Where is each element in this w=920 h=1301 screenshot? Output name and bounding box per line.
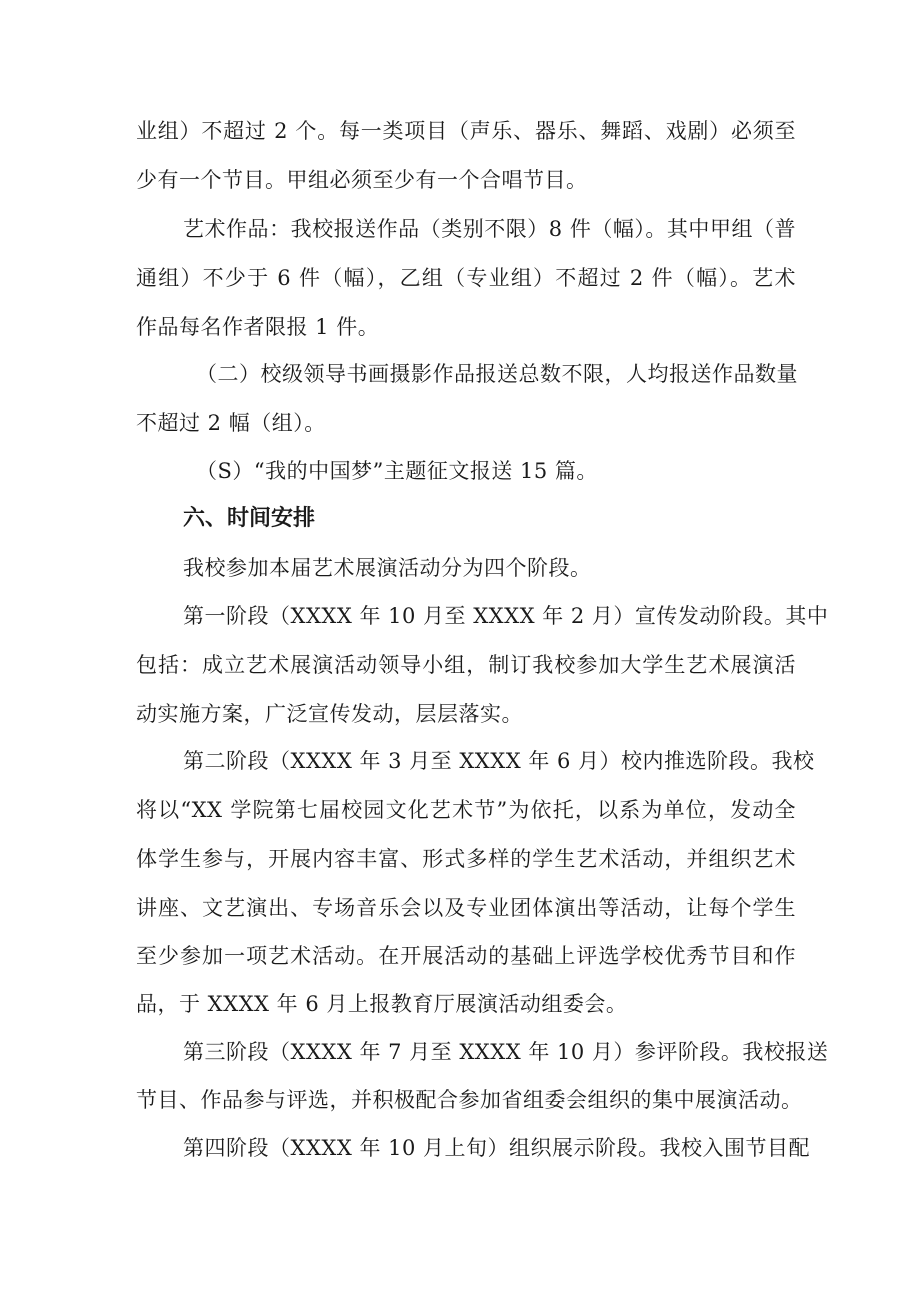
text-line: 业组）不超过 2 个。每一类项目（声乐、器乐、舞蹈、戏剧）必须至: [136, 119, 796, 143]
text-line: 动实施方案，广泛宣传发动，层层落实。: [136, 702, 523, 726]
text-line: 将以“XX 学院第七届校园文化艺术节”为依托，以系为单位，发动全: [136, 798, 796, 822]
text-line: 第四阶段（XXXX 年 10 月上旬）组织展示阶段。我校入围节目配: [183, 1136, 811, 1160]
text-line: 少有一个节目。甲组必须至少有一个合唱节目。: [136, 168, 588, 192]
text-line: 通组）不少于 6 件（幅），乙组（专业组）不超过 2 件（幅）。艺术: [136, 266, 796, 290]
text-line: 节目、作品参与评选，并积极配合参加省组委会组织的集中展演活动。: [136, 1088, 803, 1112]
text-line: 讲座、文艺演出、专场音乐会以及专业团体演出等活动，让每个学生: [136, 896, 796, 920]
text-line: 包括：成立艺术展演活动领导小组，制订我校参加大学生艺术展演活: [136, 653, 796, 677]
text-line: 至少参加一项艺术活动。在开展活动的基础上评选学校优秀节目和作: [136, 944, 796, 968]
text-line: 艺术作品：我校报送作品（类别不限）8 件（幅）。其中甲组（普: [183, 217, 796, 241]
text-line: 我校参加本届艺术展演活动分为四个阶段。: [183, 556, 592, 580]
text-line: （二）校级领导书画摄影作品报送总数不限，人均报送作品数量: [196, 362, 798, 386]
text-line: 品，于 XXXX 年 6 月上报教育厅展演活动组委会。: [136, 992, 628, 1016]
section-heading: 六、时间安排: [183, 506, 316, 531]
text-line: 第一阶段（XXXX 年 10 月至 XXXX 年 2 月）宣传发动阶段。其中: [183, 604, 829, 628]
text-line: 第三阶段（XXXX 年 7 月至 XXXX 年 10 月）参评阶段。我校报送: [183, 1040, 829, 1064]
text-line: （S）“我的中国梦”主题征文报送 15 篇。: [196, 459, 598, 483]
text-line: 不超过 2 幅（组）。: [136, 411, 326, 435]
text-line: 体学生参与，开展内容丰富、形式多样的学生艺术活动，并组织艺术: [136, 847, 796, 871]
text-line: 第二阶段（XXXX 年 3 月至 XXXX 年 6 月）校内推选阶段。我校: [183, 749, 815, 773]
text-line: 作品每名作者限报 1 件。: [136, 315, 380, 339]
